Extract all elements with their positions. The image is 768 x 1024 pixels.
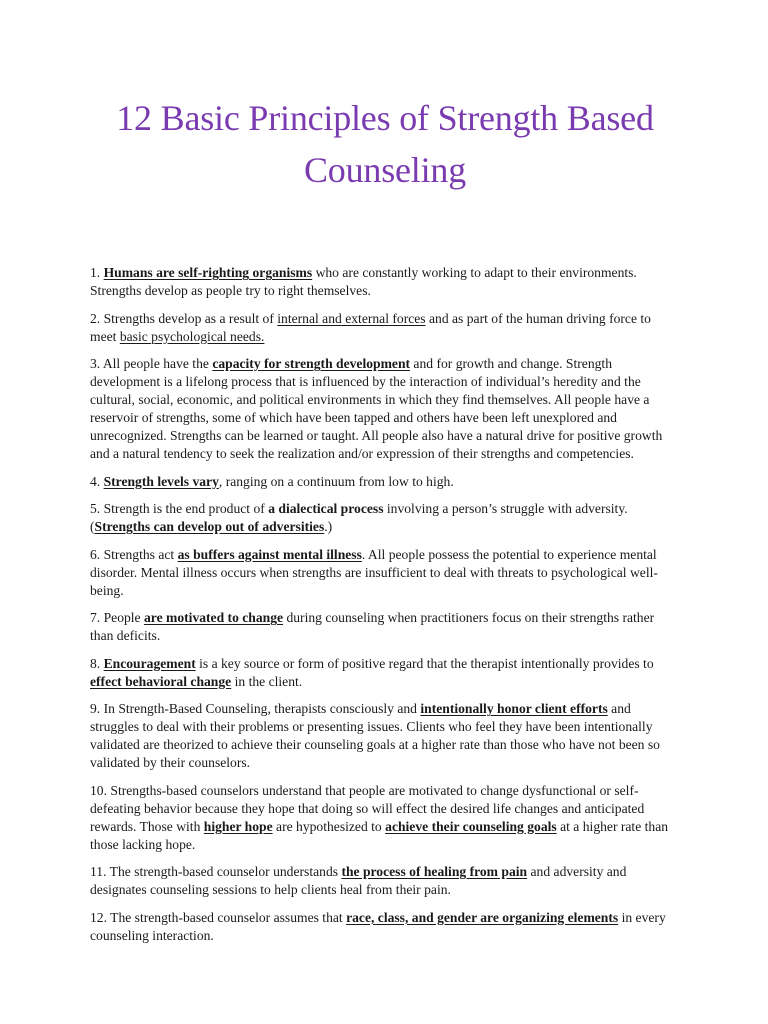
principle-12 [90,909,680,945]
principle-text: during counseling when practitioners focus on their strengths rather than deficits. [90,610,655,643]
principle-8 [90,655,680,691]
principle-9 [90,700,680,772]
principle-text: . All people possess the potential to experience mental disorder. Mental illness occurs when strengths are insufficient to deal with threats to psychological well-being. [90,546,658,598]
principle-7 [90,609,680,645]
principle-text: and as part of the human driving force to meet [90,310,651,344]
principle-text: who are constantly working to adapt to their environments. Strengths develop as people try to right themselves. [90,265,637,298]
principle-11 [90,863,680,899]
emphasized-phrase: Humans are self-righting organisms [103,265,313,280]
emphasized-phrase: intentionally honor client efforts [420,701,608,716]
principle-text: at a higher rate than those lacking hope. [90,818,669,852]
principle-text: 10. Strengths-based counselors understand that people are motivated to change dysfunctional or self-defeating behavior because they hope that doing so will effect the desired life changes and anticipated rewards. Those with [90,782,645,834]
title-line-1: 12 Basic Principles of Strength Based [116,98,654,138]
principle-text: involving a person’s struggle with adversity. ( [90,501,628,534]
principle-10 [90,782,680,854]
principle-text: 5. Strength is the end product of [90,501,269,516]
emphasized-phrase: as buffers against mental illness [177,546,362,562]
principle-4 [90,473,680,491]
principle-5 [90,500,680,536]
title-line-2: Counseling [303,150,466,190]
principle-3 [90,355,680,463]
principle-text: and struggles to deal with their problems or presenting issues. Clients who feel they have been intentionally validated are theorized to achieve their counseling goals at a higher rate than those who have not been so validated by their counselors. [90,701,660,770]
emphasized-phrase: internal and external forces [277,310,426,326]
emphasized-phrase: Encouragement [103,655,196,671]
emphasized-phrase: Strengths can develop out of adversities [94,519,325,534]
principle-text: and for growth and change. Strength development is a lifelong process that is influenced by the interaction of individual’s heredity and the cultural, social, economic, and political environments in which they find themselves. All people have a reservoir of strengths, some of which have been tapped and others have been left unexplored and unrecognized. Strengths can be learned or taught. All people also have a natural drive for positive growth and a natural tendency to seek the realization and/or expression of their strengths and competencies. [90,356,663,461]
principle-text: 3. All people have the [90,356,213,371]
emphasized-phrase: effect behavioral change [90,673,232,689]
emphasized-phrase: capacity for strength development [212,356,411,371]
emphasized-phrase: higher hope [203,818,273,834]
principle-text: is a key source or form of positive regard that the therapist intentionally provides to [195,655,654,671]
emphasized-phrase: Strength levels vary [103,473,219,489]
principle-text: 6. Strengths act [90,546,178,562]
principle-text: 12. The strength-based counselor assumes that [90,909,347,925]
principle-text: 8. [90,655,104,671]
principle-text: .) [324,519,333,534]
principle-text: are hypothesized to [272,818,386,834]
principle-text: , ranging on a continuum from low to high. [218,473,454,489]
principle-text: 11. The strength-based counselor understands [90,864,342,879]
page-title [90,92,680,196]
emphasized-phrase: achieve their counseling goals [385,818,557,834]
principle-text: 1. [90,265,104,280]
principle-text: 9. In Strength-Based Counseling, therapists consciously and [90,701,421,716]
emphasized-phrase: the process of healing from pain [341,864,528,879]
emphasized-phrase: race, class, and gender are organizing elements [346,909,619,925]
principle-text: 7. People [90,610,144,625]
principle-1 [90,264,680,300]
principle-2 [90,310,680,346]
principle-text: 2. Strengths develop as a result of [90,310,278,326]
principle-text: and adversity and designates counseling sessions to help clients heal from their pain. [90,864,627,897]
principles-list [90,264,680,945]
principle-text: in the client. [231,673,303,689]
emphasized-phrase: a dialectical process [268,501,384,516]
principle-6 [90,546,680,600]
principle-text: 4. [90,473,104,489]
emphasized-phrase: basic psychological needs. [119,328,265,344]
emphasized-phrase: are motivated to change [144,610,284,625]
principle-text: in every counseling interaction. [90,909,666,943]
